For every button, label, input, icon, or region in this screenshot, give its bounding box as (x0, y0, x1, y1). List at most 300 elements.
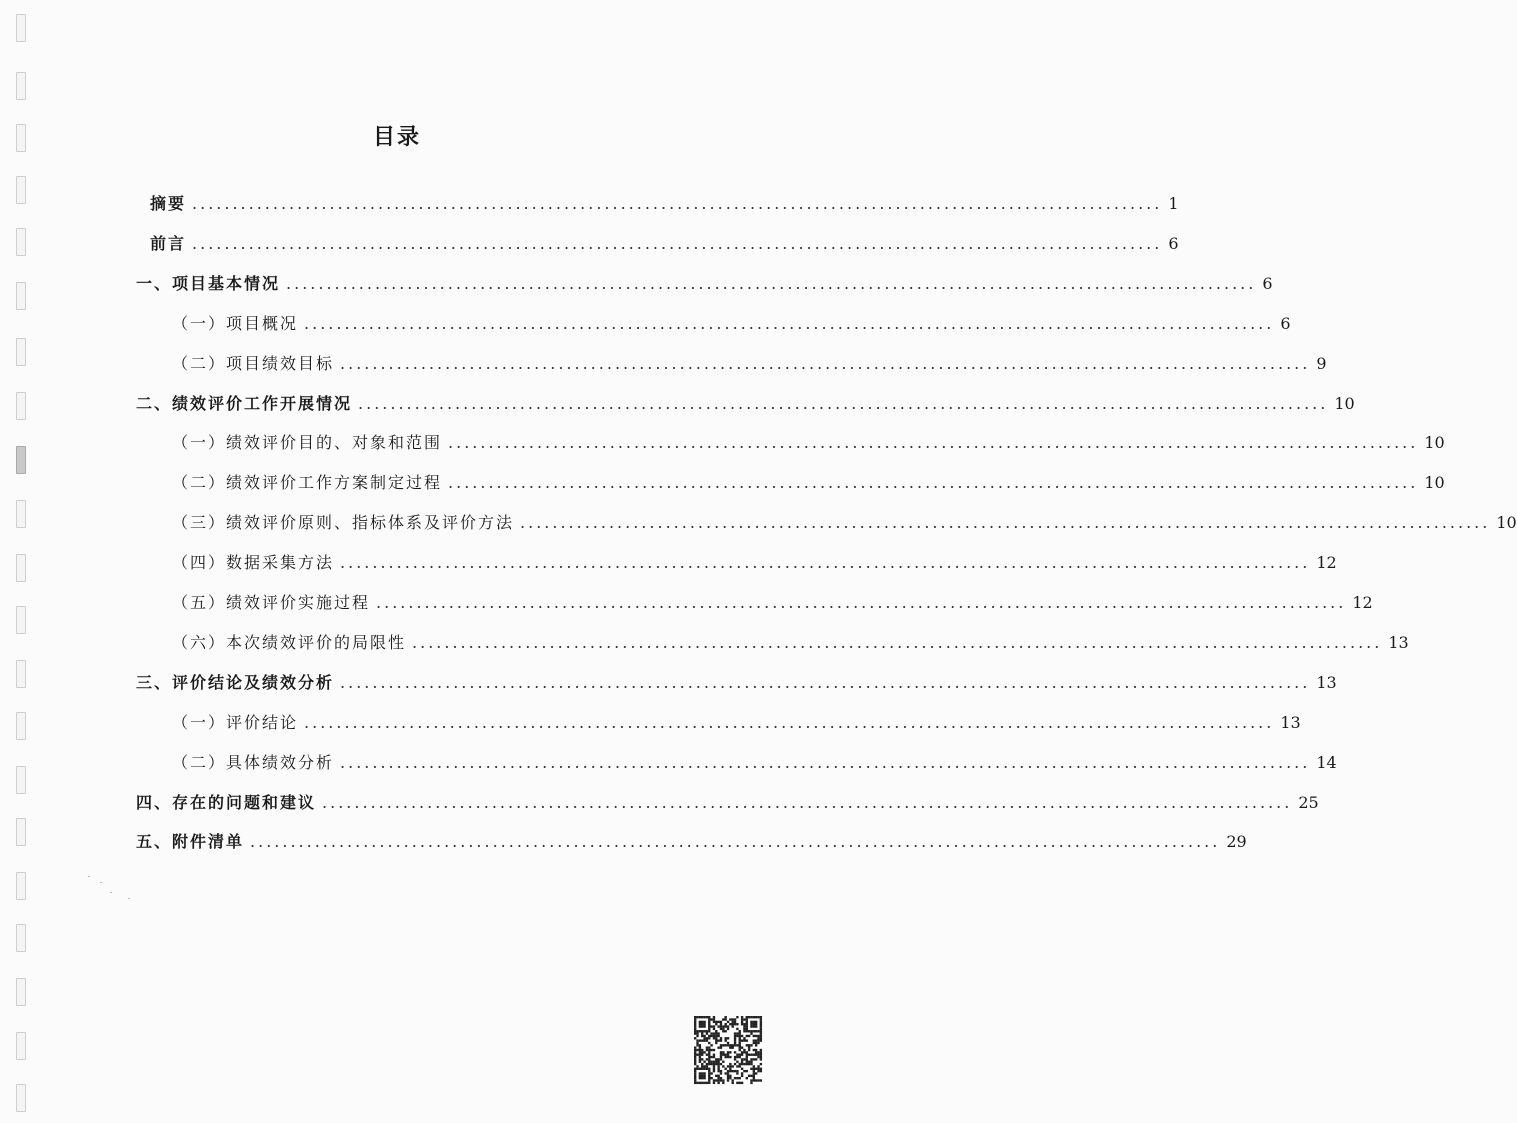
qr-module (755, 1016, 757, 1018)
qr-module (724, 1068, 726, 1070)
qr-module (715, 1058, 717, 1060)
qr-module (694, 1075, 696, 1077)
qr-module (701, 1039, 703, 1041)
qr-module (750, 1030, 752, 1032)
toc-page-number: 13 (1316, 673, 1337, 692)
qr-module (739, 1077, 741, 1079)
qr-module (729, 1077, 731, 1079)
qr-module (753, 1072, 755, 1074)
qr-module (717, 1075, 719, 1077)
qr-module (717, 1063, 719, 1065)
toc-entry[interactable] (172, 709, 1301, 737)
qr-module (710, 1061, 712, 1063)
qr-module (713, 1056, 715, 1058)
toc-leader-dots: ........................................................................................................................ (448, 473, 1419, 492)
qr-module (710, 1077, 712, 1079)
qr-module (720, 1072, 722, 1074)
binding-hole (16, 978, 26, 1006)
binding-hole (16, 446, 26, 474)
qr-module (743, 1018, 745, 1020)
qr-module (710, 1072, 712, 1074)
qr-module (739, 1030, 741, 1032)
qr-module (750, 1075, 752, 1077)
qr-module (732, 1070, 734, 1072)
qr-module (746, 1058, 748, 1060)
toc-entry[interactable] (172, 350, 1327, 378)
qr-module (743, 1023, 745, 1025)
qr-module (753, 1077, 755, 1079)
qr-module (706, 1058, 708, 1060)
qr-module (760, 1023, 762, 1025)
qr-module (743, 1058, 745, 1060)
qr-module (717, 1070, 719, 1072)
qr-module (750, 1016, 752, 1018)
qr-module (708, 1018, 710, 1020)
qr-module (727, 1037, 729, 1039)
toc-entry-label: 三、评价结论及绩效分析 (136, 673, 335, 692)
qr-module (715, 1032, 717, 1034)
qr-module (715, 1063, 717, 1065)
binding-hole (16, 766, 26, 794)
qr-module (706, 1049, 708, 1051)
qr-module (760, 1039, 762, 1041)
qr-module (717, 1068, 719, 1070)
qr-module (720, 1056, 722, 1058)
toc-entry-label: （四）数据采集方法 (172, 553, 335, 572)
toc-entry[interactable] (136, 789, 1319, 817)
qr-module (760, 1032, 762, 1034)
binding-hole (16, 228, 26, 256)
qr-module (720, 1070, 722, 1072)
qr-module (743, 1051, 745, 1053)
qr-module (750, 1023, 752, 1025)
qr-module (694, 1079, 696, 1081)
toc-entry[interactable] (150, 230, 1179, 258)
qr-module (708, 1061, 710, 1063)
qr-module (694, 1046, 696, 1048)
qr-module (696, 1035, 698, 1037)
qr-module (746, 1035, 748, 1037)
qr-module (715, 1039, 717, 1041)
qr-module (729, 1044, 731, 1046)
qr-module (703, 1016, 705, 1018)
qr-module (739, 1065, 741, 1067)
qr-module (720, 1058, 722, 1060)
qr-module (753, 1079, 755, 1081)
qr-module (722, 1030, 724, 1032)
qr-module (753, 1025, 755, 1027)
page-title: 目录 (372, 125, 421, 150)
qr-module (717, 1035, 719, 1037)
qr-module (710, 1056, 712, 1058)
qr-module (701, 1068, 703, 1070)
qr-module (694, 1025, 696, 1027)
qr-module (708, 1021, 710, 1023)
qr-module (757, 1056, 759, 1058)
qr-module (699, 1061, 701, 1063)
qr-module (732, 1025, 734, 1027)
qr-module (717, 1021, 719, 1023)
qr-module (699, 1046, 701, 1048)
qr-module (741, 1018, 743, 1020)
binding-hole (16, 872, 26, 900)
qr-module (750, 1068, 752, 1070)
qr-module (760, 1018, 762, 1020)
qr-module (699, 1030, 701, 1032)
qr-module (722, 1079, 724, 1081)
toc-leader-dots: ........................................................................................................................ (358, 394, 1329, 413)
qr-module (710, 1035, 712, 1037)
qr-module (708, 1051, 710, 1053)
qr-module (694, 1051, 696, 1053)
qr-module (729, 1065, 731, 1067)
qr-module (706, 1082, 708, 1084)
qr-module (760, 1035, 762, 1037)
qr-module (699, 1016, 701, 1018)
qr-module (757, 1068, 759, 1070)
qr-module (739, 1044, 741, 1046)
qr-module (694, 1037, 696, 1039)
qr-module (713, 1082, 715, 1084)
qr-module (715, 1061, 717, 1063)
toc-leader-dots: ........................................................................................................................ (340, 553, 1311, 572)
qr-module (715, 1030, 717, 1032)
qr-module (703, 1025, 705, 1027)
qr-module (701, 1075, 703, 1077)
qr-module (746, 1021, 748, 1023)
qr-module (750, 1032, 752, 1034)
toc-leader-dots: ........................................................................................................................ (340, 753, 1311, 772)
qr-module (708, 1072, 710, 1074)
qr-module (743, 1039, 745, 1041)
qr-module (755, 1030, 757, 1032)
qr-module (743, 1025, 745, 1027)
qr-module (713, 1018, 715, 1020)
qr-module (703, 1030, 705, 1032)
qr-module (760, 1025, 762, 1027)
binding-hole (16, 282, 26, 310)
qr-module (732, 1079, 734, 1081)
toc-page-number: 25 (1298, 793, 1319, 812)
qr-module (739, 1056, 741, 1058)
qr-module (708, 1077, 710, 1079)
toc-page-number: 10 (1424, 433, 1445, 452)
qr-module (720, 1021, 722, 1023)
qr-module (713, 1032, 715, 1034)
qr-module (694, 1061, 696, 1063)
qr-module (722, 1054, 724, 1056)
toc-entry-label: 五、附件清单 (136, 832, 245, 851)
qr-module (713, 1061, 715, 1063)
qr-module (699, 1077, 701, 1079)
qr-module (703, 1037, 705, 1039)
qr-module (703, 1075, 705, 1077)
toc-entry[interactable] (172, 469, 1445, 497)
qr-module (739, 1039, 741, 1041)
qr-module (720, 1077, 722, 1079)
qr-module (724, 1037, 726, 1039)
qr-module (713, 1063, 715, 1065)
qr-module (748, 1063, 750, 1065)
qr-module (701, 1023, 703, 1025)
toc-entry-label: 摘要 (150, 194, 187, 213)
qr-module (708, 1030, 710, 1032)
qr-module (724, 1023, 726, 1025)
qr-module (755, 1025, 757, 1027)
qr-module (720, 1063, 722, 1065)
qr-code-icon (694, 1016, 762, 1084)
binding-hole (16, 712, 26, 740)
qr-module (757, 1042, 759, 1044)
qr-module (734, 1039, 736, 1041)
qr-module (715, 1035, 717, 1037)
qr-module (724, 1016, 726, 1018)
qr-module (757, 1054, 759, 1056)
qr-module (753, 1016, 755, 1018)
qr-module (734, 1056, 736, 1058)
qr-module (755, 1023, 757, 1025)
toc-entry[interactable] (150, 190, 1179, 218)
toc-entry[interactable] (136, 270, 1273, 298)
qr-module (703, 1021, 705, 1023)
toc-page-number: 9 (1316, 354, 1327, 373)
qr-module (710, 1032, 712, 1034)
qr-module (703, 1068, 705, 1070)
qr-module (732, 1082, 734, 1084)
toc-page-number: 29 (1226, 832, 1247, 851)
qr-module (724, 1025, 726, 1027)
qr-module (729, 1075, 731, 1077)
qr-module (760, 1016, 762, 1018)
qr-module (753, 1035, 755, 1037)
qr-module (701, 1058, 703, 1060)
toc-page-number: 10 (1496, 513, 1517, 532)
toc-entry[interactable] (136, 669, 1337, 697)
qr-module (729, 1063, 731, 1065)
qr-module (741, 1021, 743, 1023)
qr-module (722, 1028, 724, 1030)
toc-entry-label: （二）项目绩效目标 (172, 354, 335, 373)
binding-hole (16, 554, 26, 582)
toc-entry[interactable] (172, 589, 1373, 617)
qr-module (739, 1046, 741, 1048)
qr-module (722, 1065, 724, 1067)
qr-module (720, 1028, 722, 1030)
binding-hole (16, 500, 26, 528)
qr-module (706, 1030, 708, 1032)
qr-module (750, 1058, 752, 1060)
qr-module (703, 1072, 705, 1074)
qr-module (710, 1049, 712, 1051)
qr-module (722, 1018, 724, 1020)
qr-module (743, 1070, 745, 1072)
qr-module (748, 1061, 750, 1063)
toc-leader-dots: ........................................................................................................................ (340, 673, 1311, 692)
qr-module (732, 1021, 734, 1023)
qr-module (708, 1070, 710, 1072)
qr-module (732, 1046, 734, 1048)
qr-module (748, 1049, 750, 1051)
toc-entry[interactable] (172, 310, 1291, 338)
qr-module (732, 1044, 734, 1046)
qr-module (699, 1054, 701, 1056)
binding-hole (16, 660, 26, 688)
qr-module (699, 1075, 701, 1077)
qr-module (708, 1082, 710, 1084)
qr-module (724, 1056, 726, 1058)
qr-module (746, 1025, 748, 1027)
binding-hole (16, 818, 26, 846)
qr-module (699, 1056, 701, 1058)
qr-module (757, 1079, 759, 1081)
qr-module (696, 1030, 698, 1032)
qr-module (741, 1054, 743, 1056)
qr-module (734, 1023, 736, 1025)
qr-module (720, 1054, 722, 1056)
qr-module (717, 1025, 719, 1027)
qr-module (724, 1044, 726, 1046)
qr-module (732, 1023, 734, 1025)
binding-hole (16, 1084, 26, 1112)
toc-leader-dots: ........................................................................................................................ (304, 713, 1275, 732)
qr-module (739, 1063, 741, 1065)
toc-leader-dots: ........................................................................................................................ (304, 314, 1275, 333)
qr-module (708, 1054, 710, 1056)
qr-module (708, 1035, 710, 1037)
qr-module (706, 1016, 708, 1018)
qr-module (713, 1025, 715, 1027)
qr-module (706, 1046, 708, 1048)
toc-entry-label: （二）绩效评价工作方案制定过程 (172, 473, 443, 492)
qr-module (727, 1065, 729, 1067)
qr-module (694, 1032, 696, 1034)
qr-module (699, 1023, 701, 1025)
qr-module (699, 1039, 701, 1041)
qr-module (701, 1025, 703, 1027)
qr-module (736, 1072, 738, 1074)
qr-module (734, 1018, 736, 1020)
qr-module (746, 1030, 748, 1032)
qr-module (727, 1077, 729, 1079)
qr-module (722, 1025, 724, 1027)
qr-module (696, 1068, 698, 1070)
qr-module (741, 1023, 743, 1025)
qr-module (713, 1037, 715, 1039)
toc-entry[interactable] (172, 549, 1337, 577)
qr-module (743, 1049, 745, 1051)
qr-module (760, 1051, 762, 1053)
qr-module (760, 1079, 762, 1081)
qr-module (750, 1054, 752, 1056)
qr-module (727, 1042, 729, 1044)
qr-module (722, 1061, 724, 1063)
toc-entry[interactable] (136, 828, 1247, 856)
qr-module (694, 1072, 696, 1074)
qr-module (736, 1023, 738, 1025)
qr-module (710, 1018, 712, 1020)
toc-leader-dots: ........................................................................................................................ (192, 194, 1163, 213)
qr-module (748, 1046, 750, 1048)
qr-module (734, 1037, 736, 1039)
toc-entry[interactable] (172, 749, 1337, 777)
binding-hole (16, 72, 26, 100)
toc-entry[interactable] (172, 509, 1517, 537)
qr-module (699, 1049, 701, 1051)
qr-module (727, 1028, 729, 1030)
qr-module (701, 1016, 703, 1018)
qr-module (708, 1037, 710, 1039)
toc-entry[interactable] (172, 429, 1445, 457)
qr-module (708, 1025, 710, 1027)
qr-module (757, 1030, 759, 1032)
qr-module (710, 1063, 712, 1065)
qr-module (746, 1016, 748, 1018)
qr-module (727, 1070, 729, 1072)
qr-module (753, 1021, 755, 1023)
qr-module (736, 1065, 738, 1067)
qr-module (736, 1056, 738, 1058)
qr-module (750, 1061, 752, 1063)
toc-leader-dots: ........................................................................................................................ (520, 513, 1491, 532)
qr-module (703, 1023, 705, 1025)
qr-module (729, 1023, 731, 1025)
qr-module (736, 1082, 738, 1084)
qr-module (734, 1021, 736, 1023)
toc-entry-label: 一、项目基本情况 (136, 274, 281, 293)
qr-module (694, 1056, 696, 1058)
qr-module (720, 1025, 722, 1027)
qr-module (708, 1063, 710, 1065)
qr-module (713, 1079, 715, 1081)
qr-module (757, 1039, 759, 1041)
qr-module (701, 1054, 703, 1056)
qr-module (736, 1035, 738, 1037)
qr-module (753, 1054, 755, 1056)
toc-page-number: 12 (1316, 553, 1337, 572)
toc-entry-label: 四、存在的问题和建议 (136, 793, 317, 812)
qr-module (706, 1065, 708, 1067)
qr-module (739, 1049, 741, 1051)
qr-module (746, 1044, 748, 1046)
qr-module (717, 1039, 719, 1041)
qr-module (713, 1054, 715, 1056)
qr-module (727, 1051, 729, 1053)
qr-module (701, 1049, 703, 1051)
qr-module (717, 1065, 719, 1067)
qr-module (701, 1035, 703, 1037)
toc-entry[interactable] (136, 390, 1355, 418)
qr-module (696, 1065, 698, 1067)
qr-module (724, 1039, 726, 1041)
qr-module (734, 1051, 736, 1053)
qr-module (736, 1016, 738, 1018)
qr-module (722, 1044, 724, 1046)
qr-module (720, 1039, 722, 1041)
qr-module (750, 1044, 752, 1046)
toc-entry-label: （一）项目概况 (172, 314, 299, 333)
qr-module (708, 1079, 710, 1081)
qr-module (727, 1021, 729, 1023)
binding-hole (16, 392, 26, 420)
binding-hole (16, 924, 26, 952)
qr-module (694, 1049, 696, 1051)
qr-module (741, 1039, 743, 1041)
qr-module (746, 1051, 748, 1053)
toc-leader-dots: ........................................................................................................................ (322, 793, 1293, 812)
qr-module (732, 1018, 734, 1020)
qr-module (699, 1068, 701, 1070)
toc-entry[interactable] (172, 629, 1409, 657)
